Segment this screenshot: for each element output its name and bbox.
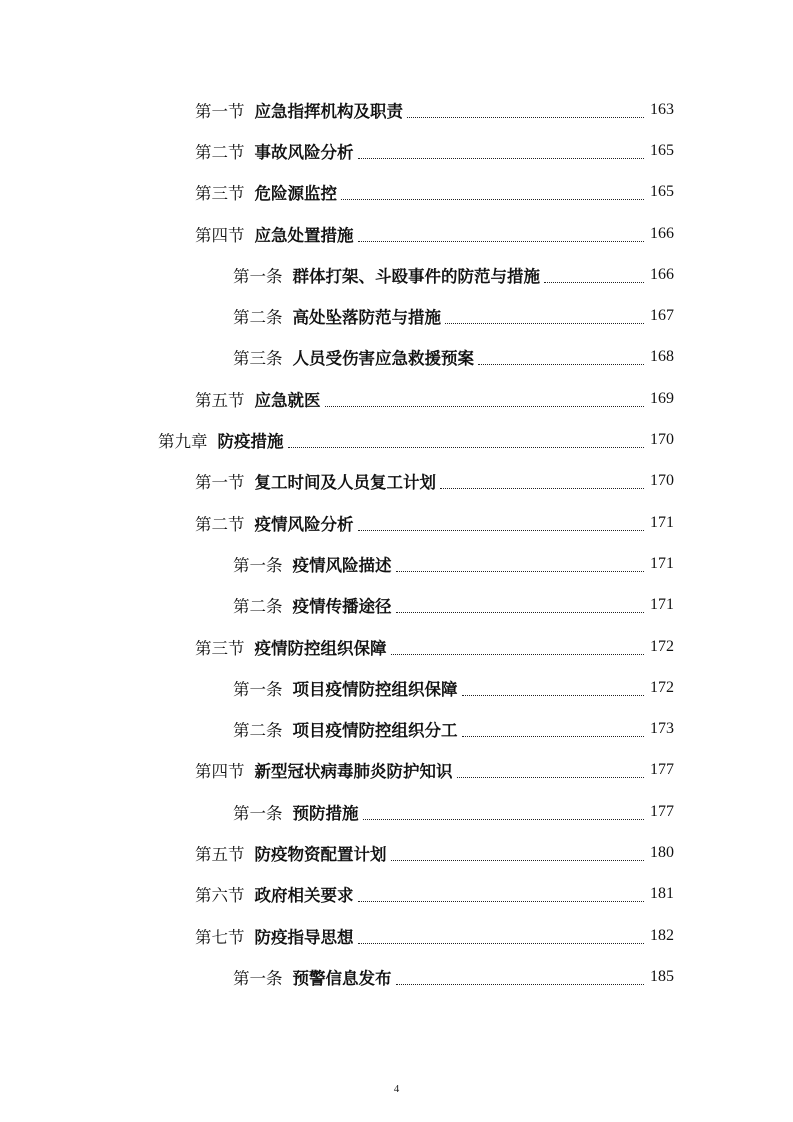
- toc-entry-number: 第二条: [233, 597, 283, 617]
- toc-entry[interactable]: [0, 791, 793, 832]
- toc-entry-page: 177: [650, 802, 674, 820]
- toc-entry-number: 第二节: [195, 142, 245, 162]
- toc-dot-leader: [445, 322, 644, 324]
- page-number: 4: [393, 1083, 400, 1095]
- toc-entry-number: 第二节: [195, 514, 245, 534]
- toc-entry-title: 人员受伤害应急救援预案: [292, 349, 474, 369]
- toc-entry-number: 第三节: [195, 184, 245, 204]
- toc-dot-leader: [391, 653, 645, 655]
- toc-entry-page: 171: [650, 513, 674, 531]
- toc-entry[interactable]: [0, 89, 793, 130]
- toc-entry[interactable]: [0, 708, 793, 749]
- toc-entry-page: 173: [650, 720, 674, 738]
- toc-entry-number: 第一条: [233, 266, 283, 286]
- toc-entry-page: 171: [650, 596, 674, 614]
- toc-entry[interactable]: [0, 543, 793, 584]
- toc-entry[interactable]: [0, 750, 793, 791]
- toc-entry[interactable]: [0, 378, 793, 419]
- toc-entry-title: 疫情传播途径: [292, 597, 392, 617]
- toc-entry[interactable]: [0, 832, 793, 873]
- toc-dot-leader: [396, 570, 645, 572]
- toc-entry-title: 防疫指导思想: [254, 927, 354, 947]
- toc-entry-title: 项目疫情防控组织分工: [292, 721, 458, 741]
- toc-entry-title: 应急就医: [254, 390, 321, 410]
- toc-entry[interactable]: [0, 915, 793, 956]
- toc-entry-title: 高处坠落防范与措施: [292, 308, 441, 328]
- toc-entry[interactable]: [0, 461, 793, 502]
- toc-dot-leader: [358, 900, 645, 902]
- toc-entry-number: 第一节: [195, 473, 245, 493]
- toc-entry-title: 政府相关要求: [254, 886, 354, 906]
- toc-entry[interactable]: [0, 956, 793, 997]
- toc-entry-title: 防疫物资配置计划: [254, 844, 387, 864]
- toc-dot-leader: [396, 983, 645, 985]
- toc-entry-title: 疫情风险描述: [292, 555, 392, 575]
- toc-entry-number: 第二条: [233, 308, 283, 328]
- toc-entry-page: 168: [650, 348, 674, 366]
- toc-entry-title: 新型冠状病毒肺炎防护知识: [254, 762, 453, 782]
- table-of-contents: [0, 89, 793, 998]
- toc-entry-number: 第四节: [195, 225, 245, 245]
- toc-entry-title: 防疫措施: [217, 432, 284, 452]
- toc-entry-page: 172: [650, 678, 674, 696]
- toc-entry[interactable]: [0, 172, 793, 213]
- toc-entry-page: 166: [650, 265, 674, 283]
- toc-entry-number: 第七节: [195, 927, 245, 947]
- toc-dot-leader: [544, 281, 644, 283]
- toc-entry-number: 第四节: [195, 762, 245, 782]
- toc-entry-number: 第五节: [195, 390, 245, 410]
- toc-dot-leader: [391, 859, 645, 861]
- toc-dot-leader: [358, 942, 645, 944]
- toc-entry-number: 第一条: [233, 679, 283, 699]
- toc-entry[interactable]: [0, 502, 793, 543]
- toc-entry-number: 第一节: [195, 101, 245, 121]
- toc-entry-title: 复工时间及人员复工计划: [254, 473, 436, 493]
- toc-entry[interactable]: [0, 585, 793, 626]
- toc-entry[interactable]: [0, 626, 793, 667]
- toc-entry-number: 第五节: [195, 844, 245, 864]
- toc-entry-title: 疫情防控组织保障: [254, 638, 387, 658]
- toc-entry-number: 第三节: [195, 638, 245, 658]
- toc-entry[interactable]: [0, 295, 793, 336]
- toc-dot-leader: [462, 694, 645, 696]
- toc-entry-number: 第一条: [233, 803, 283, 823]
- toc-entry-page: 169: [650, 389, 674, 407]
- toc-dot-leader: [358, 240, 645, 242]
- toc-entry-title: 应急指挥机构及职责: [254, 101, 403, 121]
- toc-entry-page: 180: [650, 843, 674, 861]
- toc-entry-page: 165: [650, 183, 674, 201]
- toc-entry-title: 预警信息发布: [292, 968, 392, 988]
- toc-entry-number: 第三条: [233, 349, 283, 369]
- toc-entry-number: 第二条: [233, 721, 283, 741]
- toc-entry-page: 181: [650, 885, 674, 903]
- toc-entry-title: 预防措施: [292, 803, 359, 823]
- toc-entry-title: 项目疫情防控组织保障: [292, 679, 458, 699]
- toc-entry[interactable]: [0, 419, 793, 460]
- toc-entry-page: 170: [650, 431, 674, 449]
- toc-dot-leader: [325, 405, 645, 407]
- toc-entry-page: 172: [650, 637, 674, 655]
- toc-entry-page: 165: [650, 141, 674, 159]
- toc-dot-leader: [341, 198, 644, 200]
- toc-dot-leader: [288, 446, 645, 448]
- toc-entry[interactable]: [0, 874, 793, 915]
- toc-entry-page: 163: [650, 100, 674, 118]
- toc-entry-page: 167: [650, 307, 674, 325]
- toc-entry-number: 第九章: [158, 432, 208, 452]
- toc-entry-number: 第一条: [233, 968, 283, 988]
- toc-entry[interactable]: [0, 254, 793, 295]
- toc-entry-title: 群体打架、斗殴事件的防范与措施: [292, 266, 540, 286]
- toc-entry-number: 第一条: [233, 555, 283, 575]
- toc-entry-title: 疫情风险分析: [254, 514, 354, 534]
- toc-dot-leader: [407, 116, 644, 118]
- toc-entry-page: 166: [650, 224, 674, 242]
- toc-entry-title: 应急处置措施: [254, 225, 354, 245]
- toc-entry-title: 危险源监控: [254, 184, 337, 204]
- toc-dot-leader: [478, 363, 644, 365]
- toc-dot-leader: [358, 529, 645, 531]
- toc-entry[interactable]: [0, 213, 793, 254]
- toc-entry-page: 171: [650, 554, 674, 572]
- toc-dot-leader: [396, 611, 645, 613]
- toc-dot-leader: [440, 487, 644, 489]
- toc-entry-title: 事故风险分析: [254, 142, 354, 162]
- toc-entry-page: 182: [650, 926, 674, 944]
- toc-dot-leader: [363, 818, 645, 820]
- toc-entry-number: 第六节: [195, 886, 245, 906]
- toc-dot-leader: [358, 157, 645, 159]
- toc-entry[interactable]: [0, 667, 793, 708]
- toc-entry-page: 185: [650, 967, 674, 985]
- toc-dot-leader: [457, 776, 645, 778]
- toc-entry[interactable]: [0, 337, 793, 378]
- toc-dot-leader: [462, 735, 645, 737]
- toc-entry[interactable]: [0, 130, 793, 171]
- toc-entry-page: 177: [650, 761, 674, 779]
- toc-entry-page: 170: [650, 472, 674, 490]
